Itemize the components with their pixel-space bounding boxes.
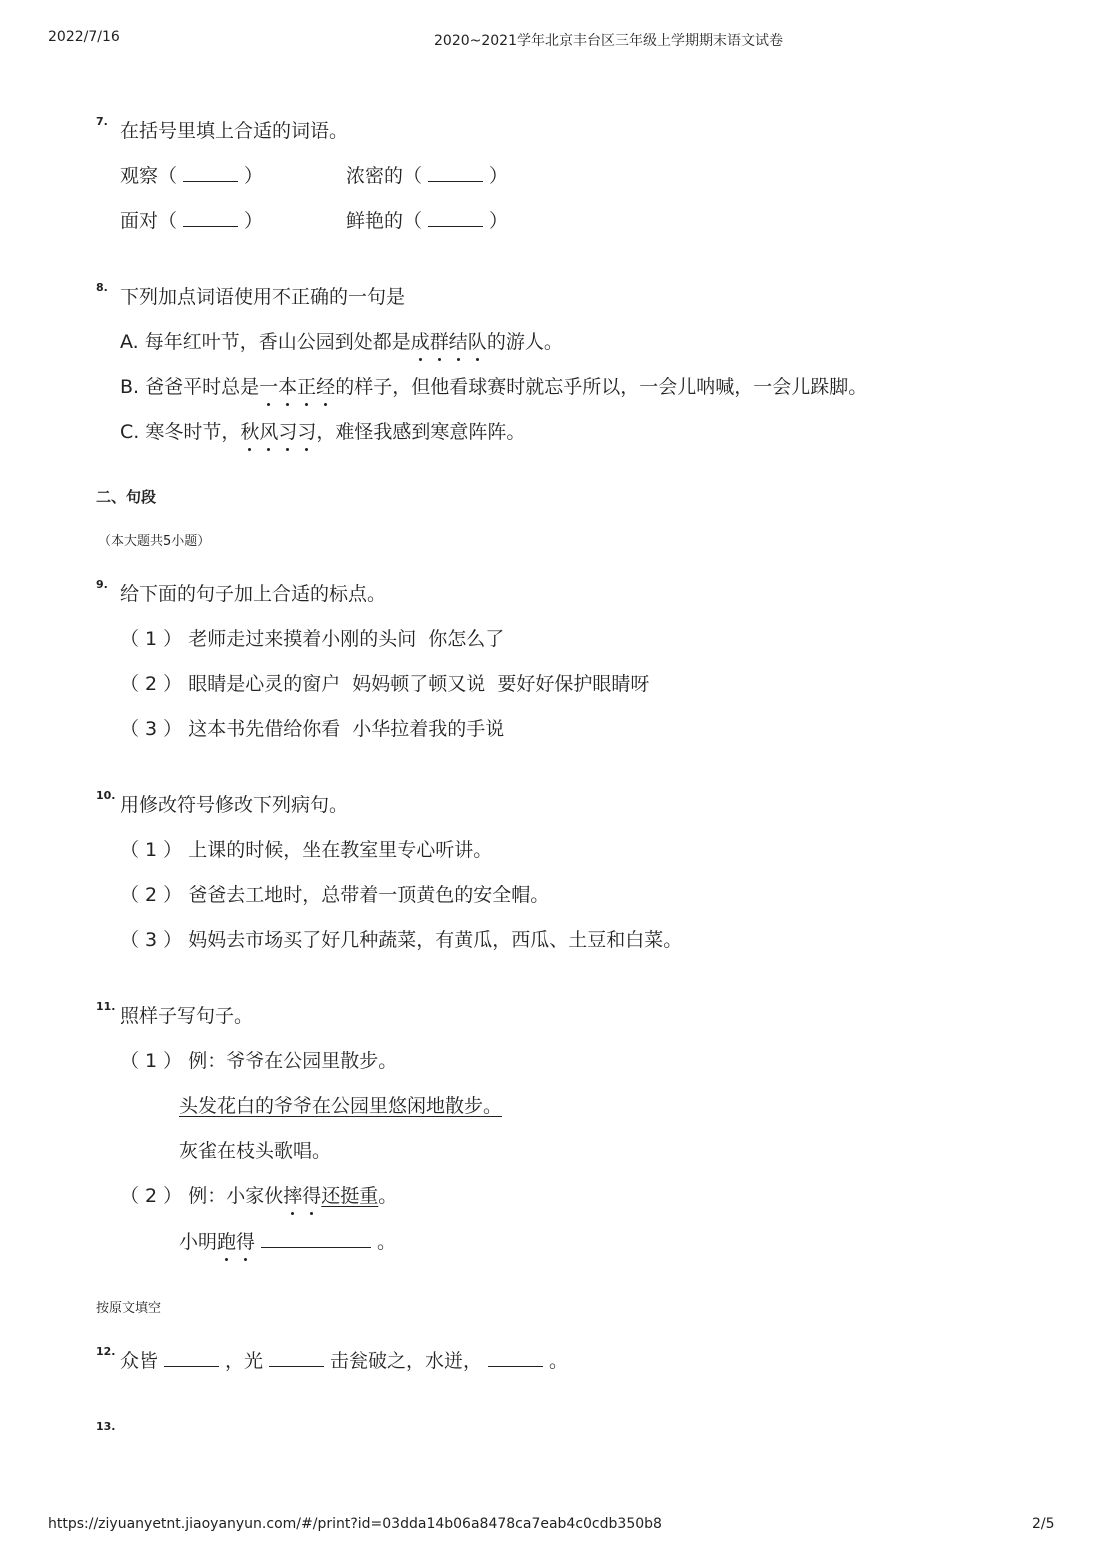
- sub-item: [120, 1046, 397, 1073]
- example-text: 。: [378, 1185, 398, 1207]
- dotted-char: 队: [468, 327, 487, 354]
- fill-word: 观察: [120, 165, 159, 187]
- sub-item: [120, 925, 682, 952]
- option-text: C. 寒冬时节，: [120, 421, 241, 443]
- section-title: 按原文填空: [96, 1301, 162, 1316]
- sub-text: 妈妈去市场买了好几种蔬菜，有黄瓜，西瓜、土豆和白菜。: [188, 929, 683, 951]
- fill-word: 面对: [120, 210, 159, 232]
- question-prompt: 给下面的句子加上合适的标点。: [120, 583, 387, 605]
- sentence-text: 击瓮破之，水迸，: [330, 1350, 483, 1372]
- sub-label: （ 1 ）: [120, 628, 183, 650]
- page-url: https://ziyuanyetnt.jiaoyanyun.com/#/print?id=03dda14b06a8478ca7eab4c0cdb350b8: [48, 1516, 662, 1532]
- sub-label: （ 2 ）: [120, 1185, 183, 1207]
- dotted-char: 得: [302, 1181, 321, 1208]
- fill-word: 鲜艳的: [346, 210, 404, 232]
- document-title: 2020~2021学年北京丰台区三年级上学期期末语文试卷: [434, 33, 783, 49]
- fill-sentence: [120, 1346, 568, 1373]
- print-date: 2022/7/16: [48, 29, 120, 45]
- sub-item: [120, 714, 504, 741]
- dotted-char: 成: [411, 327, 430, 354]
- option-text: B. 爸爸平时总是: [120, 376, 260, 398]
- close-paren: ）: [244, 210, 264, 232]
- open-paren: （: [403, 165, 423, 187]
- question-prompt: 下列加点词语使用不正确的一句是: [120, 286, 406, 308]
- answer-blank[interactable]: [488, 1350, 543, 1367]
- sub-label: （ 3 ）: [120, 718, 183, 740]
- option-text: 的游人。: [486, 331, 563, 353]
- question-prompt: 照样子写句子。: [120, 1005, 254, 1027]
- underlined-text: 还挺重: [321, 1185, 379, 1207]
- answer-blank[interactable]: [183, 165, 238, 182]
- page-number: 2/5: [1032, 1516, 1055, 1532]
- dotted-char: 摔: [283, 1181, 302, 1208]
- dotted-char: 习: [278, 417, 297, 444]
- open-paren: （: [158, 210, 178, 232]
- sub-text: 眼睛是心灵的窗户 妈妈顿了顿又说 要好好保护眼睛呀: [188, 673, 650, 695]
- sub-item: [120, 624, 504, 651]
- dotted-char: 群: [430, 327, 449, 354]
- fill-item: [346, 161, 508, 188]
- question-number: 13.: [96, 1420, 116, 1433]
- option-c[interactable]: [120, 417, 525, 444]
- sub-text: 这本书先借给你看 小华拉着我的手说: [188, 718, 505, 740]
- question-prompt: 在括号里填上合适的词语。: [120, 120, 349, 142]
- example-answer: 头发花白的爷爷在公园里悠闲地散步。: [179, 1095, 503, 1117]
- question-number: 8.: [96, 281, 108, 294]
- close-paren: ）: [244, 165, 264, 187]
- sub-label: （ 2 ）: [120, 884, 183, 906]
- answer-blank[interactable]: [261, 1231, 371, 1248]
- option-a[interactable]: [120, 327, 563, 354]
- answer-blank[interactable]: [428, 210, 483, 227]
- sub-label: （ 1 ）: [120, 839, 183, 861]
- open-paren: （: [158, 165, 178, 187]
- task-text: 。: [377, 1231, 397, 1253]
- dotted-char: 跑: [217, 1227, 236, 1254]
- fill-item: [346, 206, 508, 233]
- close-paren: ）: [489, 210, 509, 232]
- sentence-text: ，光: [225, 1350, 264, 1372]
- dotted-char: 风: [259, 417, 278, 444]
- question-number: 12.: [96, 1345, 116, 1358]
- fill-item: [120, 161, 263, 188]
- answer-blank[interactable]: [183, 210, 238, 227]
- answer-blank[interactable]: [269, 1350, 324, 1367]
- example-text: 例：爷爷在公园里散步。: [188, 1050, 398, 1072]
- sub-label: （ 3 ）: [120, 929, 183, 951]
- option-text: A. 每年红叶节，香山公园到处都是: [120, 331, 411, 353]
- section-note: （本大题共5小题）: [98, 534, 211, 549]
- task-sentence: [179, 1227, 396, 1254]
- sub-item: [120, 669, 649, 696]
- dotted-char: 经: [316, 372, 335, 399]
- sub-text: 爸爸去工地时，总带着一顶黄色的安全帽。: [188, 884, 550, 906]
- open-paren: （: [403, 210, 423, 232]
- sub-label: （ 1 ）: [120, 1050, 183, 1072]
- question-number: 10.: [96, 789, 116, 802]
- question-number: 7.: [96, 115, 108, 128]
- fill-word: 浓密的: [346, 165, 404, 187]
- question-number: 11.: [96, 1000, 116, 1013]
- option-b[interactable]: [120, 372, 867, 399]
- sub-item: [120, 880, 549, 907]
- dotted-char: 本: [278, 372, 297, 399]
- sub-text: 上课的时候，坐在教室里专心听讲。: [188, 839, 493, 861]
- example-text: 例：小家伙: [188, 1185, 284, 1207]
- option-text: ，难怪我感到寒意阵阵。: [316, 421, 526, 443]
- dotted-char: 习: [297, 417, 316, 444]
- answer-blank[interactable]: [164, 1350, 219, 1367]
- dotted-char: 正: [297, 372, 316, 399]
- question-prompt: 用修改符号修改下列病句。: [120, 794, 349, 816]
- close-paren: ）: [489, 165, 509, 187]
- question-number: 9.: [96, 578, 108, 591]
- dotted-char: 结: [449, 327, 468, 354]
- task-sentence: 灰雀在枝头歌唱。: [179, 1140, 332, 1162]
- sub-item: [120, 1181, 397, 1208]
- sentence-text: 众皆: [120, 1350, 159, 1372]
- option-text: 的样子，但他看球赛时就忘乎所以，一会儿呐喊，一会儿跺脚。: [335, 376, 868, 398]
- sub-text: 老师走过来摸着小刚的头问 你怎么了: [188, 628, 505, 650]
- dotted-char: 得: [236, 1227, 255, 1254]
- dotted-char: 一: [259, 372, 278, 399]
- answer-blank[interactable]: [428, 165, 483, 182]
- task-text: 小明: [179, 1231, 218, 1253]
- sub-label: （ 2 ）: [120, 673, 183, 695]
- sub-item: [120, 835, 492, 862]
- sentence-text: 。: [549, 1350, 569, 1372]
- fill-item: [120, 206, 263, 233]
- dotted-char: 秋: [240, 417, 259, 444]
- section-title: 二、句段: [96, 488, 157, 506]
